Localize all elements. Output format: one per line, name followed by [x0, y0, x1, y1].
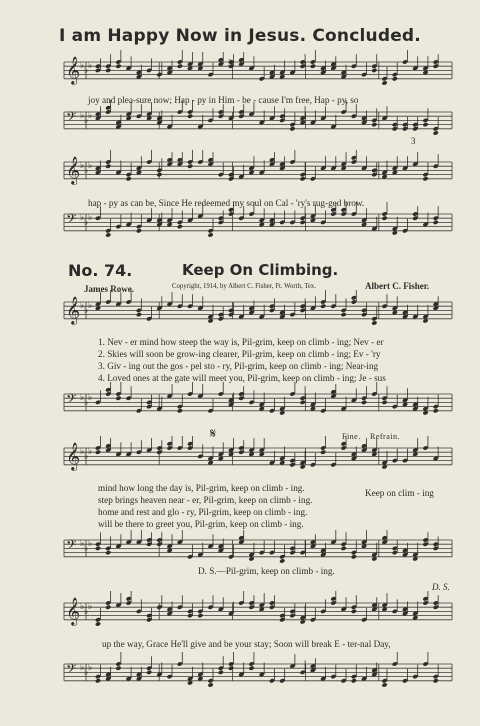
- svg-text:♭: ♭: [84, 218, 89, 228]
- lyrics-line-2: hap - py as can be, Since He redeemed my soul on Cal - 'ry's rug-ged brow.: [88, 198, 365, 208]
- svg-text:♭: ♭: [88, 111, 93, 121]
- svg-text:♭: ♭: [84, 668, 89, 678]
- note-heads: [95, 50, 439, 688]
- svg-text:♭: ♭: [80, 301, 85, 311]
- lyrics-line-1: joy and plea-sure now; Hap - py in Him - be - cause I'm free, Hap - py, so: [88, 95, 359, 105]
- svg-text:𝄞: 𝄞: [66, 597, 81, 625]
- clef-icons: [66, 56, 92, 680]
- svg-text:♭: ♭: [88, 447, 93, 457]
- svg-text:♭: ♭: [88, 161, 93, 171]
- svg-text:𝄞: 𝄞: [66, 156, 81, 184]
- ds-mark: D. S.: [432, 582, 450, 592]
- svg-text:𝄞: 𝄞: [66, 296, 81, 324]
- triplet-mark-lower: 3: [411, 136, 416, 146]
- segno-icon: 𝄋: [210, 426, 217, 442]
- staff-lines: [64, 62, 452, 681]
- svg-text:♭: ♭: [84, 607, 89, 617]
- svg-text:𝄢: 𝄢: [66, 661, 77, 680]
- svg-text:♭: ♭: [84, 116, 89, 126]
- svg-text:𝄞: 𝄞: [66, 56, 81, 84]
- svg-text:♭: ♭: [88, 61, 93, 71]
- fine-mark: Fine.: [342, 432, 361, 441]
- svg-text:♭: ♭: [80, 61, 85, 71]
- svg-text:♭: ♭: [80, 663, 85, 673]
- svg-text:𝄢: 𝄢: [66, 211, 77, 230]
- svg-text:♭: ♭: [84, 544, 89, 554]
- svg-text:♭: ♭: [88, 663, 93, 673]
- page-title: I am Happy Now in Jesus. Concluded.: [59, 26, 421, 46]
- verse-2-line-b: step brings heaven near - er, Pil-grim, keep on climb - ing.: [98, 495, 313, 505]
- refrain-lyric: up the way, Grace He'll give and be your stay; Soon will break E - ter-nal Day,: [102, 639, 391, 649]
- svg-text:𝄢: 𝄢: [66, 537, 77, 556]
- svg-text:♭: ♭: [84, 66, 89, 76]
- svg-text:♭: ♭: [80, 213, 85, 223]
- svg-text:♭: ♭: [88, 301, 93, 311]
- svg-text:𝄢: 𝄢: [66, 109, 77, 128]
- svg-text:♭: ♭: [80, 161, 85, 171]
- svg-text:♭: ♭: [80, 111, 85, 121]
- hymn-copyright: Copyright, 1914, by Albert C. Fisher, Ft. Worth, Tex.: [172, 283, 317, 290]
- svg-text:♭: ♭: [88, 393, 93, 403]
- svg-text:𝄢: 𝄢: [66, 391, 77, 410]
- svg-text:♭: ♭: [80, 447, 85, 457]
- svg-text:♭: ♭: [80, 393, 85, 403]
- hymn-composer: Albert C. Fisher.: [365, 281, 430, 291]
- verse-3-line-a: 3. Giv - ing out the gos - pel sto - ry, Pil-grim, keep on climb - ing; Near-ing: [98, 361, 379, 371]
- hymn-title: Keep On Climbing.: [182, 261, 339, 279]
- svg-text:♭: ♭: [88, 539, 93, 549]
- hymn-number: No. 74.: [68, 261, 133, 280]
- svg-text:𝄞: 𝄞: [66, 442, 81, 470]
- verse-1-line-b: mind how long the day is, Pil-grim, keep on climb - ing.: [98, 483, 305, 493]
- svg-text:♭: ♭: [84, 166, 89, 176]
- verse-4-line-a: 4. Loved ones at the gate will meet you, Pil-grim, keep on climb - ing; Je - sus: [98, 373, 386, 383]
- svg-text:♭: ♭: [80, 602, 85, 612]
- verse-1-line-a: 1. Nev - er mind how steep the way is, Pil-grim, keep on climb - ing; Nev - er: [98, 337, 384, 347]
- svg-text:♭: ♭: [88, 602, 93, 612]
- verse-3-line-b: home and rest and glo - ry, Pil-grim, keep on climb - ing.: [98, 507, 308, 517]
- svg-text:♭: ♭: [84, 398, 89, 408]
- ds-lyric: D. S.—Pil-grim, keep on climb - ing.: [198, 566, 335, 576]
- svg-text:♭: ♭: [88, 213, 93, 223]
- refrain-start-lyric: Keep on clim - ing: [365, 488, 434, 498]
- verse-4-line-b: will be there to greet you, Pil-grim, keep on climb - ing.: [98, 519, 304, 529]
- svg-text:♭: ♭: [80, 539, 85, 549]
- refrain-mark: Refrain.: [370, 432, 400, 441]
- verse-2-line-a: 2. Skies will soon be grow-ing clearer, Pil-grim, keep on climb - ing; Ev - 'ry: [98, 349, 381, 359]
- svg-text:♭: ♭: [84, 306, 89, 316]
- svg-text:♭: ♭: [84, 452, 89, 462]
- hymn-author: James Rowe.: [84, 284, 134, 294]
